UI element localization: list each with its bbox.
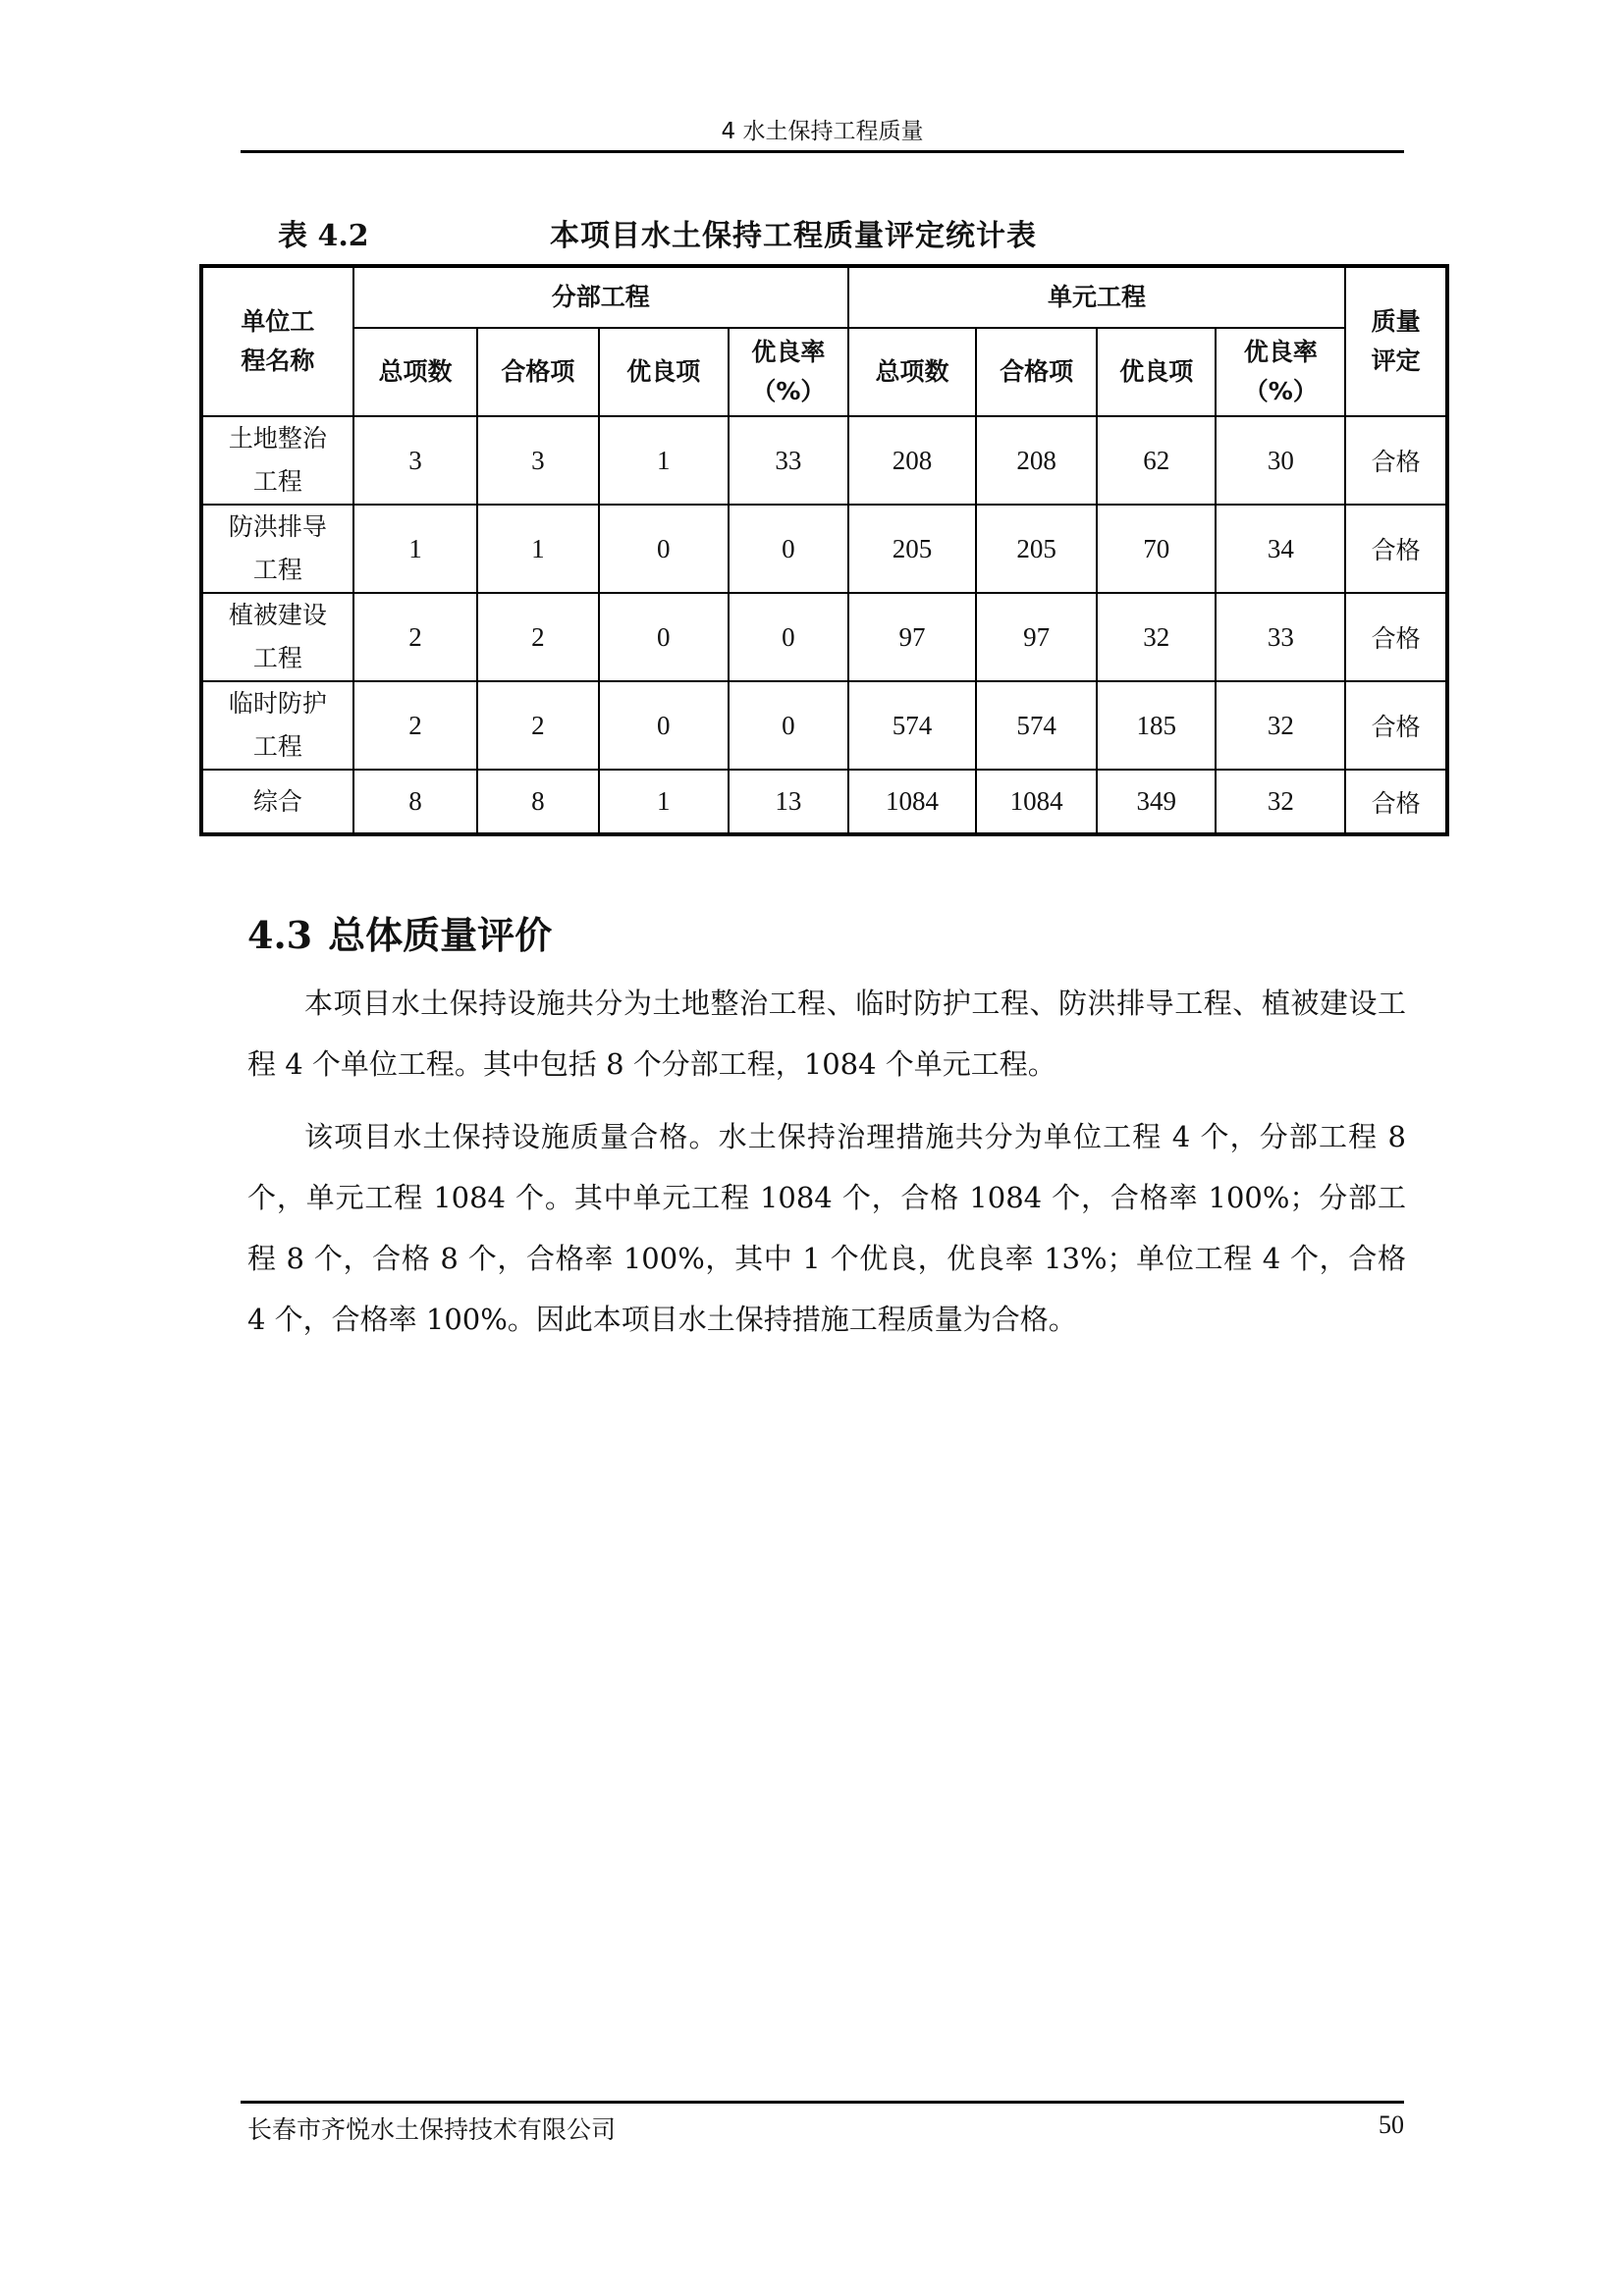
table-row: [201, 416, 1447, 505]
cell-unit-total: 574: [848, 681, 977, 770]
col-header-sub-excellent: 优良项: [599, 328, 729, 416]
cell-sub-qualified: 3: [477, 416, 598, 505]
cell-unit-excellent: 32: [1097, 593, 1217, 681]
unit-project-name: [201, 505, 353, 593]
cell-sub-excellent: 1: [599, 416, 729, 505]
paragraph: 本项目水土保持设施共分为土地整治工程、临时防护工程、防洪排导工程、植被建设工程 4 个单位工程。其中包括 8 个分部工程，1084 个单元工程。: [247, 987, 1406, 1081]
table-label: 表 4.2: [278, 219, 369, 253]
cell-sub-excellent: 0: [599, 681, 729, 770]
cell-unit-rate: 32: [1216, 681, 1345, 770]
cell-sub-qualified: 2: [477, 681, 598, 770]
col-group-unit-projects: 单元工程: [848, 266, 1345, 328]
header-row-1: [201, 266, 1447, 328]
unit-project-name: [201, 593, 353, 681]
section-number: 4.3: [247, 913, 313, 957]
cell-sub-excellent: 0: [599, 505, 729, 593]
quality-rating: 合格: [1345, 681, 1447, 770]
quality-stats-table: [199, 264, 1449, 836]
quality-rating: 合格: [1345, 770, 1447, 834]
cell-sub-total: 2: [353, 593, 477, 681]
cell-sub-total: 1: [353, 505, 477, 593]
cell-sub-qualified: 8: [477, 770, 598, 834]
table-title: 本项目水土保持工程质量评定统计表: [550, 219, 1037, 253]
paragraph: 该项目水土保持设施质量合格。水土保持治理措施共分为单位工程 4 个，分部工程 8 个，单元工程 1084 个。其中单元工程 1084 个，合格 1084 个，合格率 100%；分部工程 8 个，合格 8 个，合格率 100%，其中 1 个优良，优良率 13%；单位工程 4 个，合格 4 个，合格率 100%。因此本项目水土保持措施工程质量为合格。: [247, 1120, 1406, 1336]
unit-project-name: [201, 416, 353, 505]
cell-unit-total: 205: [848, 505, 977, 593]
section-title: 总体质量评价: [328, 913, 553, 957]
unit-project-name: [201, 770, 353, 834]
cell-unit-total: 208: [848, 416, 977, 505]
cell-unit-total: 1084: [848, 770, 977, 834]
cell-unit-qualified: 205: [976, 505, 1097, 593]
cell-sub-excellent: 1: [599, 770, 729, 834]
header-row-2: [201, 328, 1447, 416]
quality-rating: 合格: [1345, 505, 1447, 593]
header-rule: [241, 150, 1404, 153]
col-header-unit-excellent: 优良项: [1097, 328, 1217, 416]
quality-rating: 合格: [1345, 416, 1447, 505]
table-row: [201, 770, 1447, 834]
footer-company: 长春市齐悦水土保持技术有限公司: [247, 2115, 617, 2144]
col-group-sub-projects: 分部工程: [353, 266, 848, 328]
unit-project-name: [201, 681, 353, 770]
col-header-unit-qualified: 合格项: [976, 328, 1097, 416]
cell-unit-excellent: 62: [1097, 416, 1217, 505]
col-header-sub-rate: 优良率（%）: [729, 328, 848, 416]
cell-sub-total: 8: [353, 770, 477, 834]
paragraph-1-block: [247, 973, 1406, 1095]
unit-project-name-text: 植被建设工程: [228, 601, 327, 672]
cell-sub-qualified: 1: [477, 505, 598, 593]
cell-sub-rate: 13: [729, 770, 848, 834]
col-header-unit-total: 总项数: [848, 328, 977, 416]
unit-project-name-text: 土地整治工程: [228, 424, 327, 496]
section-heading: [247, 905, 552, 959]
cell-sub-total: 2: [353, 681, 477, 770]
cell-sub-rate: 0: [729, 505, 848, 593]
col-header-unit-name: 单位工程名称: [201, 266, 353, 416]
page-number: 50: [1379, 2110, 1404, 2139]
footer-rule: [241, 2101, 1404, 2104]
paragraph-2-block: [247, 1106, 1406, 1350]
table-row: [201, 681, 1447, 770]
col-header-unit-rate: 优良率（%）: [1216, 328, 1345, 416]
cell-unit-excellent: 70: [1097, 505, 1217, 593]
cell-unit-qualified: 208: [976, 416, 1097, 505]
cell-unit-rate: 33: [1216, 593, 1345, 681]
cell-unit-total: 97: [848, 593, 977, 681]
cell-unit-qualified: 97: [976, 593, 1097, 681]
table-row: [201, 593, 1447, 681]
cell-sub-rate: 0: [729, 681, 848, 770]
col-header-quality: 质量评定: [1345, 266, 1447, 416]
cell-sub-qualified: 2: [477, 593, 598, 681]
cell-unit-rate: 34: [1216, 505, 1345, 593]
cell-unit-qualified: 574: [976, 681, 1097, 770]
cell-sub-rate: 0: [729, 593, 848, 681]
cell-unit-excellent: 349: [1097, 770, 1217, 834]
running-header: 4 水土保持工程质量: [721, 119, 924, 144]
cell-unit-rate: 30: [1216, 416, 1345, 505]
cell-sub-total: 3: [353, 416, 477, 505]
unit-project-name-text: 防洪排导工程: [228, 512, 327, 584]
cell-sub-rate: 33: [729, 416, 848, 505]
cell-unit-excellent: 185: [1097, 681, 1217, 770]
cell-unit-qualified: 1084: [976, 770, 1097, 834]
col-header-sub-total: 总项数: [353, 328, 477, 416]
quality-rating: 合格: [1345, 593, 1447, 681]
unit-project-name-text: 综合: [252, 786, 302, 816]
cell-sub-excellent: 0: [599, 593, 729, 681]
table-row: [201, 505, 1447, 593]
col-header-sub-qualified: 合格项: [477, 328, 598, 416]
unit-project-name-text: 临时防护工程: [228, 689, 327, 761]
cell-unit-rate: 32: [1216, 770, 1345, 834]
